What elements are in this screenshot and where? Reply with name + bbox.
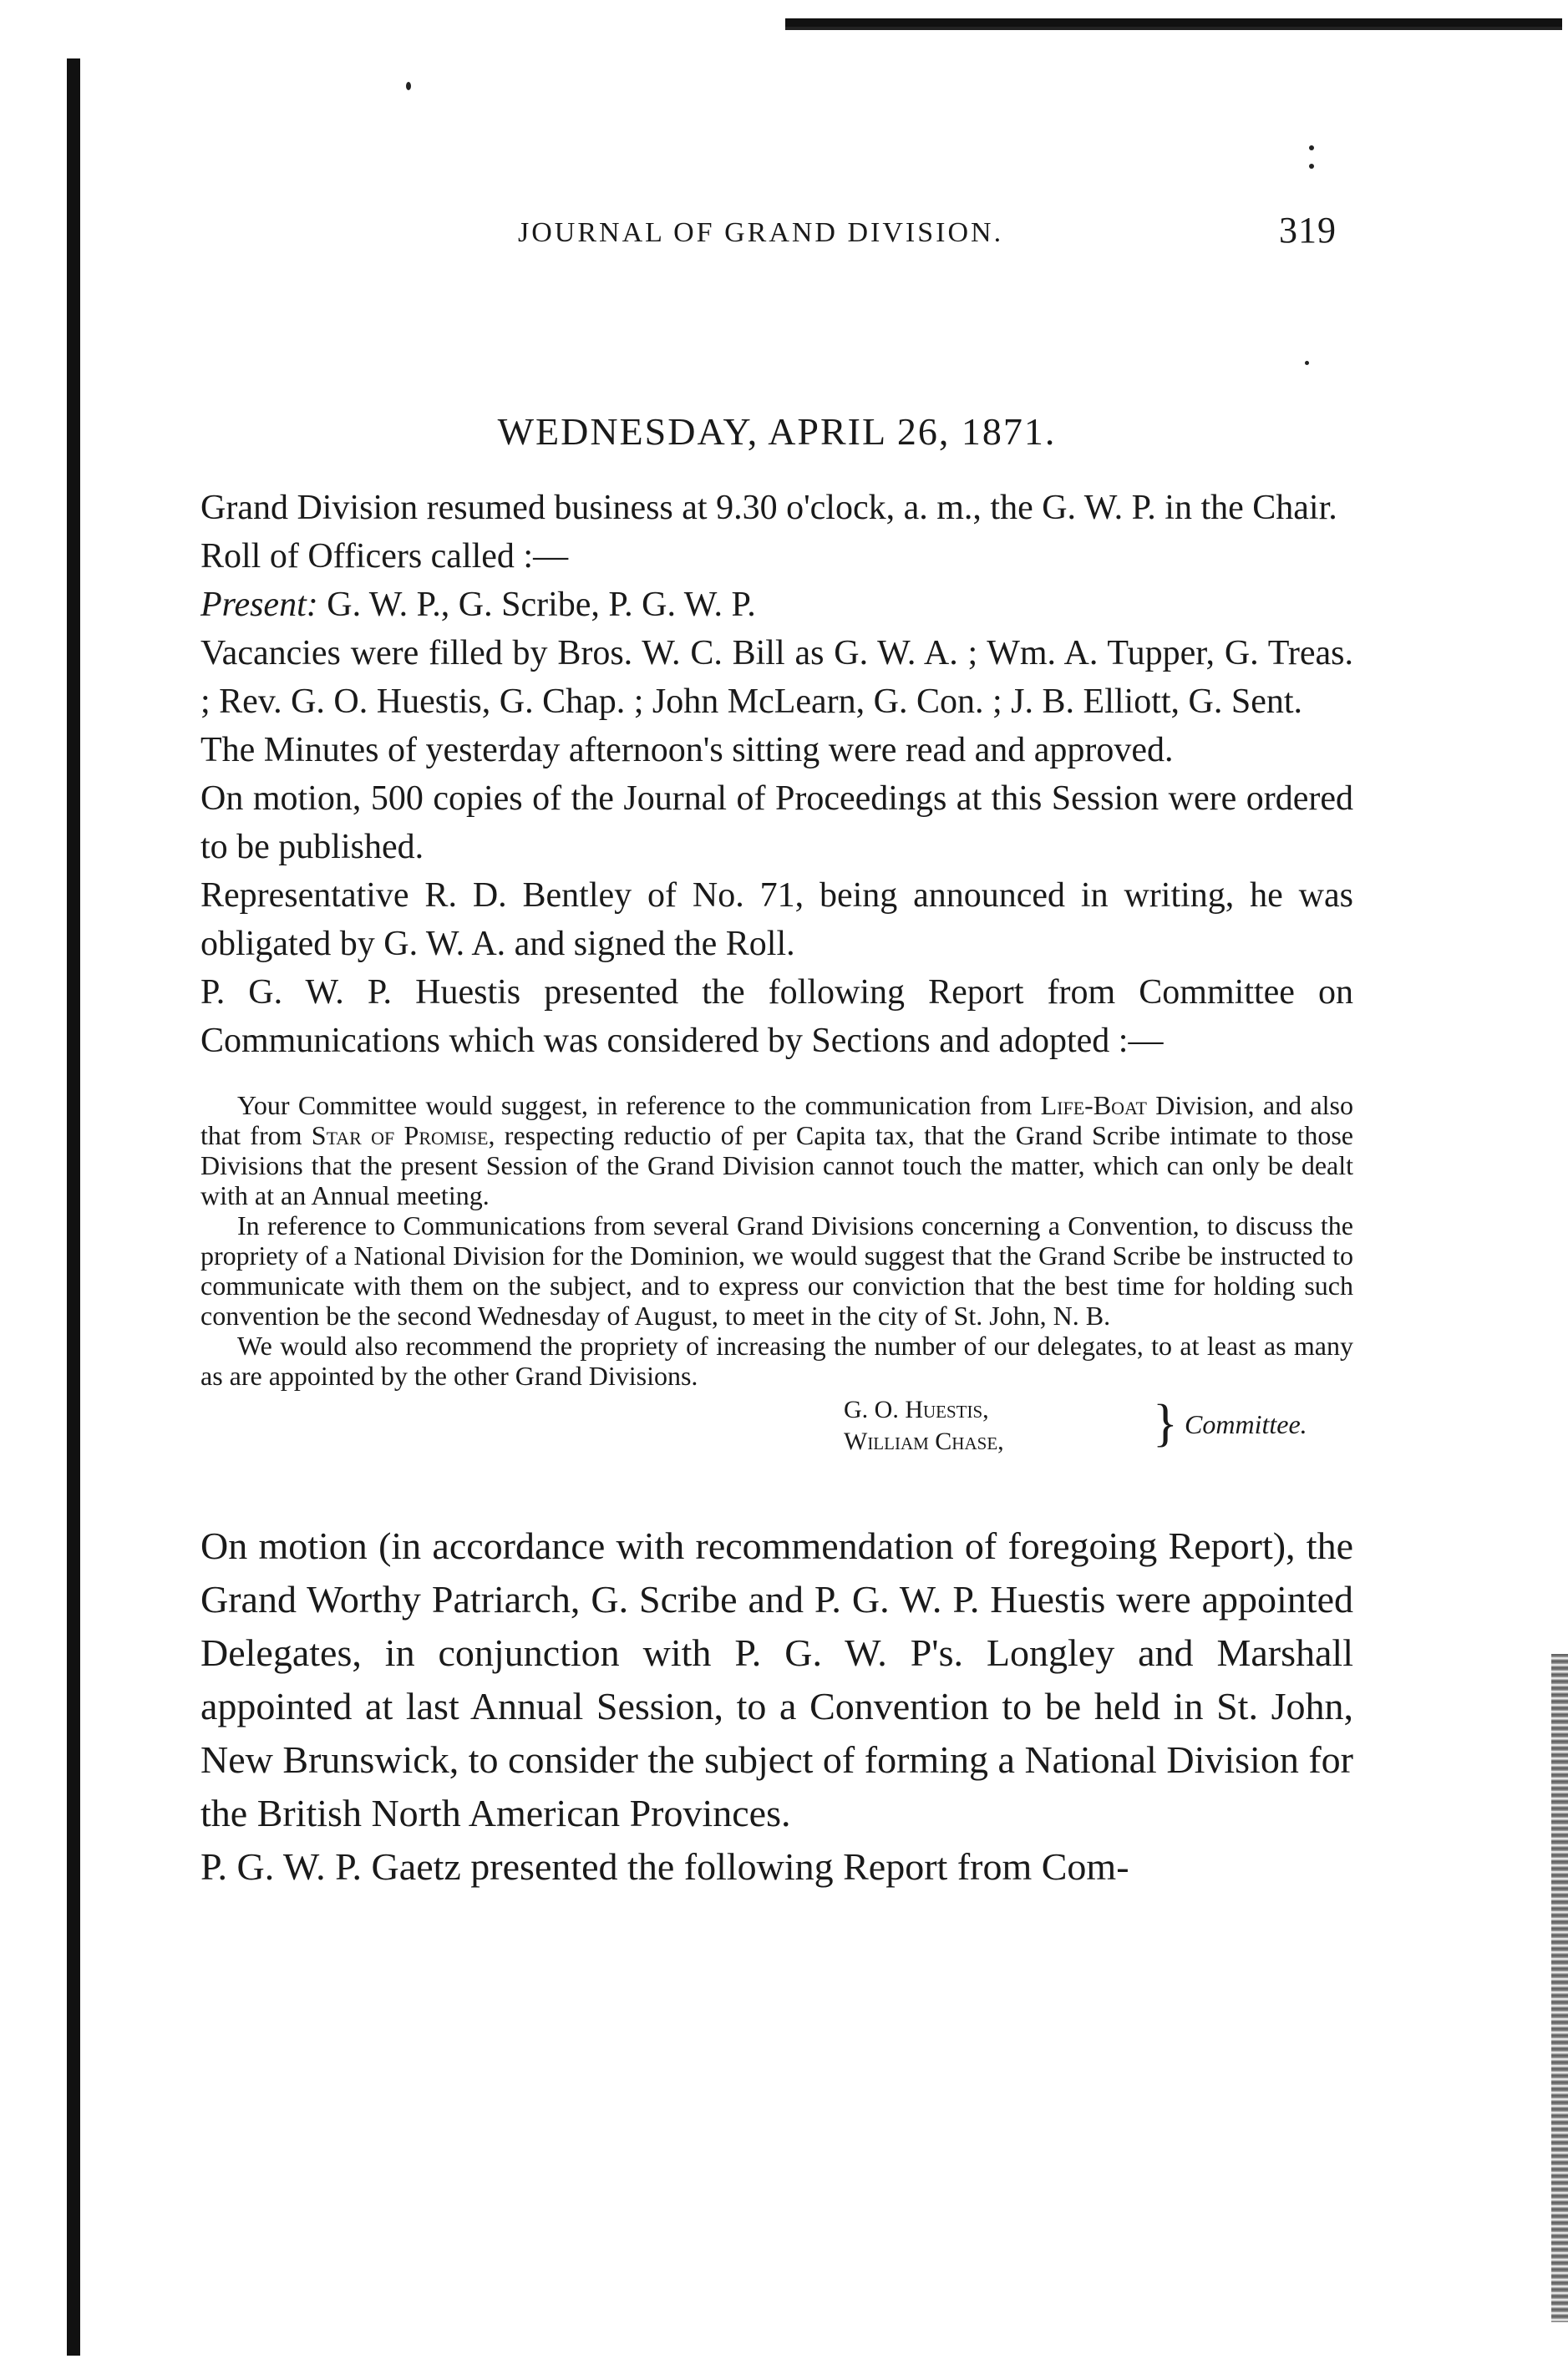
scan-top-rule-thin	[785, 27, 1562, 30]
scan-speck	[406, 82, 411, 90]
signature-names	[844, 1394, 1004, 1458]
signature-name: William Chase,	[844, 1428, 1004, 1455]
paragraph-representative: Representative R. D. Bentley of No. 71, being announced in writing, he was obligated by G. W. A. and signed the Roll.	[200, 876, 1353, 963]
committee-report	[200, 1090, 1353, 1478]
paragraph-resumed: Grand Division resumed business at 9.30 o'clock, a. m., the G. W. P. in the Chair.	[200, 489, 1337, 527]
present-text: G. W. P., G. Scribe, P. G. W. P.	[317, 586, 756, 624]
paragraph-present	[200, 581, 1353, 629]
present-label: Present:	[200, 586, 318, 624]
paragraph-report-intro: P. G. W. P. Huestis presented the following Report from Committee on Communications which was considered by Sections and adopted :—	[200, 973, 1353, 1060]
date-heading: WEDNESDAY, APRIL 26, 1871.	[497, 410, 1057, 453]
running-head	[200, 209, 1353, 276]
scan-speck	[1309, 145, 1314, 150]
scan-left-rule	[67, 58, 80, 2356]
division-name: Star of Promise	[311, 1120, 489, 1150]
closing-section	[200, 1519, 1353, 1894]
page-number: 319	[1279, 210, 1337, 251]
signature-name: G. O. Huestis,	[844, 1396, 989, 1423]
report-paragraph-2: In reference to Communications from several Grand Divisions concerning a Convention, to discuss the propriety of a National Division for the Dominion, we would suggest that the Grand Scribe be instructed to communicate with them on the subject, and to express our conviction that the best time for holding such convention be the second Wednesday of August, to meet in the city of St. John, N. B.	[200, 1210, 1353, 1331]
paragraph-copies: On motion, 500 copies of the Journal of Proceedings at this Session were ordered to be published.	[200, 779, 1353, 866]
running-title: JOURNAL OF GRAND DIVISION.	[518, 217, 1004, 248]
report-paragraph-1	[200, 1090, 1353, 1210]
scan-right-edge-noise	[1551, 1654, 1568, 2322]
signature-block	[200, 1394, 1353, 1478]
paragraph-delegates: On motion (in accordance with recommendation of foregoing Report), the Grand Worthy Patriarch, G. Scribe and P. G. W. P. Huestis were appointed Delegates, in conjunction with P. G. W. P's. Longley and Marshall appointed at last Annual Session, to a Convention to be held in St. John, New Brunswick, to consider the subject of forming a National Division for the British North American Provinces.	[200, 1524, 1353, 1834]
paragraph-gaetz-report: P. G. W. P. Gaetz presented the following Report from Com-	[200, 1845, 1129, 1888]
page-content	[200, 209, 1353, 1894]
signature-brace: }	[1153, 1395, 1178, 1452]
signature-role: Committee.	[1185, 1409, 1307, 1439]
report-text: , respecting reductio of per Capita tax, that the Grand Scribe intimate to those Divisions that the present Session of the Grand Division cannot touch the matter, which can only be dealt with at an Annual meeting.	[200, 1120, 1354, 1210]
report-text: Your Committee would suggest, in reference to the communication from	[237, 1090, 1041, 1120]
paragraph-minutes: The Minutes of yesterday afternoon's sitting were read and approved.	[200, 731, 1174, 769]
paragraph-roll-called: Roll of Officers called :—	[200, 537, 569, 576]
division-name: Life-Boat	[1040, 1090, 1147, 1120]
scan-speck	[1309, 164, 1314, 169]
report-paragraph-3: We would also recommend the propriety of increasing the number of our delegates, to at least as many as are appointed by the other Grand Divisions.	[200, 1331, 1353, 1391]
report-text: Division, and also that from	[200, 1090, 1354, 1150]
paragraph-vacancies: Vacancies were filled by Bros. W. C. Bill as G. W. A. ; Wm. A. Tupper, G. Treas. ; Rev. G. O. Huestis, G. Chap. ; John McLearn, G. Con. ; J. B. Elliott, G. Sent.	[200, 634, 1353, 721]
